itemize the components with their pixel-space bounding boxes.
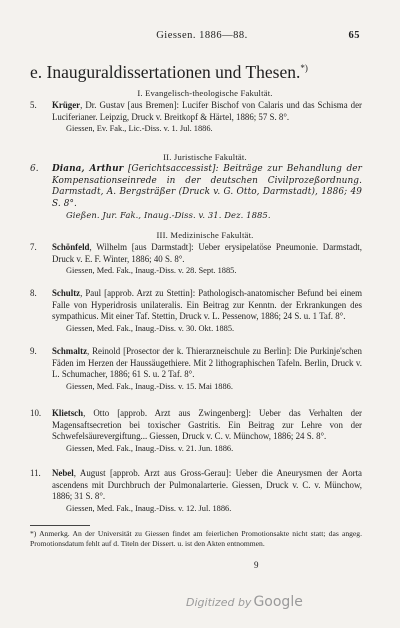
entry-dissertation-note: Giessen, Med. Fak., Inaug.-Diss. v. 15. Mai 1886. xyxy=(66,381,233,391)
entry-dissertation-note: Giessen, Ev. Fak., Lic.-Diss. v. 1. Jul. 1886. xyxy=(66,124,213,134)
signature-mark: 9 xyxy=(254,560,259,570)
entry-dissertation-note: Giessen, Med. Fak., Inaug.-Diss. v. 21. Jun. 1886. xyxy=(66,443,234,453)
entry-dissertation-note: Giessen, Med. Fak., Inaug.-Diss. v. 12. Jul. 1886. xyxy=(66,503,232,513)
entry-number: 11. xyxy=(30,468,41,478)
faculty-heading-law: II. Juristische Fakultät. xyxy=(163,152,247,162)
faculty-heading-medicine: III. Medizinische Fakultät. xyxy=(156,230,254,240)
entry-number: 7. xyxy=(30,242,37,252)
entry-body: , Reinold [Prosector der k. Thierarzneischule zu Berlin]: Die Purkinje'schen Fäden im Herzen der Haussäugethiere. Mit 2 lithographischen Tafeln. Berlin, Druck v. L. Schumacher, 1886; 61 S. u. 2 Taf. 8°. xyxy=(52,346,362,380)
footnote-marker: *) xyxy=(300,63,308,74)
entry-number: 9. xyxy=(30,346,37,356)
entry-number: 8. xyxy=(30,288,37,298)
digitized-watermark xyxy=(186,594,303,610)
faculty-heading-theology: I. Evangelisch-theologische Fakultät. xyxy=(137,88,273,98)
entry-body: , August [approb. Arzt aus Gross-Gerau]: Ueber die Aneurysmen der Aorta ascendens mit Durchbruch der Pulmonalarterie. Giessen, Druck v. C. v. Münchow, 1886; 31 S. 8°. xyxy=(52,468,362,502)
google-logo: Google xyxy=(253,594,303,610)
entry-dissertation-note: Gießen. Jur. Fak., Inaug.-Diss. v. 31. Dez. 1885. xyxy=(66,210,271,221)
entry-author: Schmaltz xyxy=(52,346,88,356)
entry-author: Nebel xyxy=(52,468,74,478)
entry-author: Klietsch xyxy=(52,408,84,418)
section-heading xyxy=(30,62,360,83)
footnote: *) Anmerkg. An der Universität zu Giessen findet am feierlichen Promotionsakte nicht statt; das angeg. Promotionsdatum fehlt auf d. Titeln der Dissert. u. ist den Akten entnommen. xyxy=(30,529,362,548)
running-head-title: Giessen. 1886—88. xyxy=(156,30,248,41)
section-heading-label: e. Inauguraldissertationen und Thesen. xyxy=(30,62,301,82)
footnote-rule xyxy=(30,525,90,526)
entry-body: , Paul [approb. Arzt zu Stettin]: Pathologisch-anatomischer Befund bei einem Falle von Hyperidrosis unilateralis. Ein Beitrag zur Kenntn. der Erkrankungen des sympathicus. Mit einer Taf. Stettin, Druck v. L. Pessenow, 1886; 24 S. u. 1 Taf. 8°. xyxy=(52,288,362,322)
entry-dissertation-note: Giessen, Med. Fak., Inaug.-Diss. v. 28. Sept. 1885. xyxy=(66,266,237,276)
entry-number: 5. xyxy=(30,100,37,110)
entry-author: Schönfeld xyxy=(52,242,90,252)
entry-dissertation-note: Giessen, Med. Fak., Inaug.-Diss. v. 30. Okt. 1885. xyxy=(66,323,235,333)
running-head xyxy=(44,30,360,44)
entry-number: 6. xyxy=(30,164,39,174)
entry-body: , Otto [approb. Arzt aus Zwingenberg]: Ueber das Verhalten der Magensaftsecretion bei toxischer Gastritis. Ein Beitrag zur Lehre von der Schwefelsäurevergiftung... Giessen, Druck v. C. v. Münchow, 1886; 24 S. 8°. xyxy=(52,408,362,442)
entry-author: Krüger xyxy=(52,100,81,110)
entry-body: , Wilhelm [aus Darmstadt]: Ueber erysipelatöse Pneumonie. Darmstadt, Druck v. E. F. Winter, 1886; 40 S. 8°. xyxy=(52,242,362,264)
page-number: 65 xyxy=(348,30,360,41)
entry-body: , Dr. Gustav [aus Bremen]: Lucifer Bischof von Calaris und das Schisma der Luciferianer. Leipzig, Druck v. Breitkopf & Härtel, 1886; 57 S. 8°. xyxy=(52,100,362,122)
entry-number: 10. xyxy=(30,408,42,418)
entry-author: Diana, Arthur xyxy=(52,164,124,174)
entry-body: [Gerichtsaccessist]: Beiträge zur Behandlung der Kompensationseinrede in der deutschen Civilprozeßordnung. Darmstadt, A. Bergsträßer (Druck v. G. Otto, Darmstadt), 1886; 49 S. 8°. xyxy=(52,164,362,209)
entry-author: Schultz xyxy=(52,288,81,298)
watermark-prefix: Digitized by xyxy=(186,596,252,609)
